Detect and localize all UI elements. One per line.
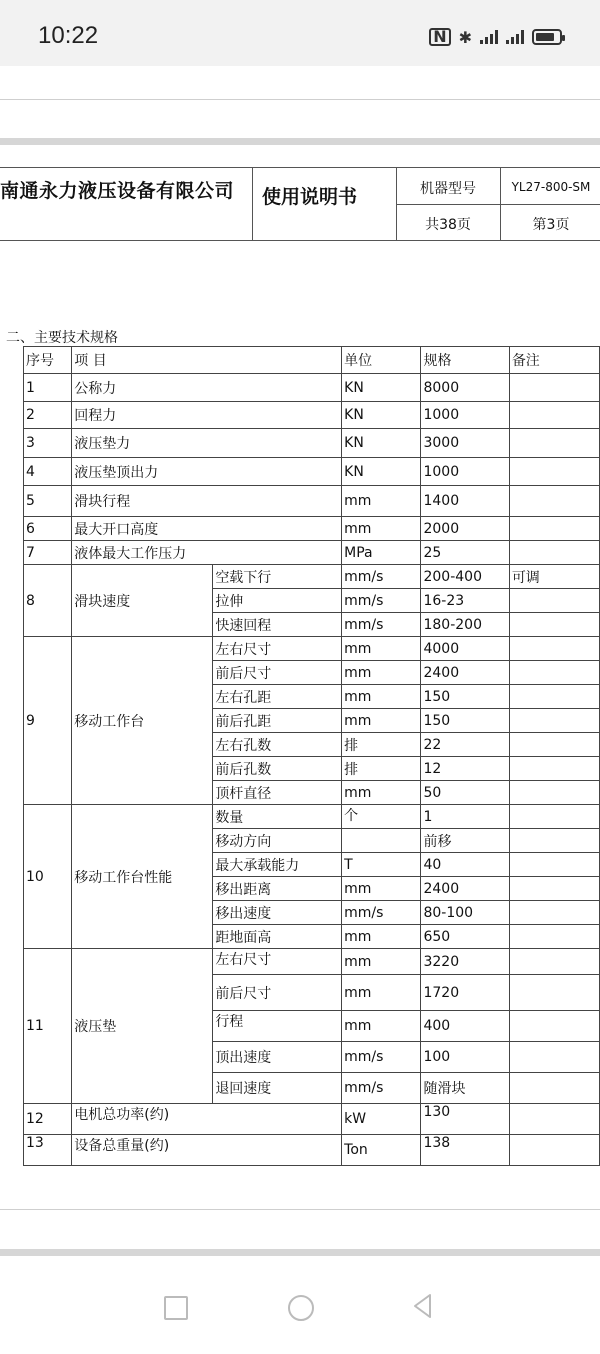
recent-apps-button[interactable] <box>164 1296 188 1320</box>
row-index: 7 <box>24 541 72 565</box>
row-spec: 16-23 <box>421 589 509 613</box>
row-note <box>509 541 599 565</box>
row-note <box>509 458 599 486</box>
back-button[interactable] <box>410 1292 436 1320</box>
signal-icon <box>506 30 524 44</box>
row-note <box>509 1042 599 1073</box>
row-spec: 1400 <box>421 486 509 517</box>
row-spec: 138 <box>421 1135 509 1166</box>
row-note: 可调 <box>509 565 599 589</box>
sub-item: 移出距离 <box>213 877 342 901</box>
table-row <box>24 1135 600 1166</box>
row-note <box>509 853 599 877</box>
table-row <box>24 458 600 486</box>
sub-item: 左右孔数 <box>213 733 342 757</box>
row-unit: mm <box>342 877 421 901</box>
sub-item: 行程 <box>213 1011 342 1042</box>
total-pages: 共38页 <box>425 217 471 233</box>
sub-item: 前后孔距 <box>213 709 342 733</box>
row-spec: 400 <box>421 1011 509 1042</box>
company-name: 南通永力液压设备有限公司 <box>0 180 235 202</box>
row-unit: T <box>342 853 421 877</box>
row-note <box>509 975 599 1011</box>
row-item: 滑块速度 <box>72 565 213 637</box>
header-divider <box>396 204 600 205</box>
row-spec: 180-200 <box>421 613 509 637</box>
row-note <box>509 589 599 613</box>
page-divider <box>0 1249 600 1256</box>
sub-item: 左右尺寸 <box>213 637 342 661</box>
status-time: 10:22 <box>38 22 99 49</box>
row-spec: 2400 <box>421 661 509 685</box>
row-spec: 4000 <box>421 637 509 661</box>
table-row <box>24 637 600 661</box>
row-unit: Ton <box>342 1135 421 1166</box>
row-index: 2 <box>24 402 72 429</box>
col-header-unit: 单位 <box>342 347 421 374</box>
row-note <box>509 613 599 637</box>
page-divider <box>0 138 600 145</box>
sub-item: 快速回程 <box>213 613 342 637</box>
sub-item: 空载下行 <box>213 565 342 589</box>
row-spec: 3000 <box>421 429 509 458</box>
row-item: 电机总功率(约) <box>72 1104 342 1135</box>
row-unit: mm <box>342 781 421 805</box>
row-unit: KN <box>342 402 421 429</box>
row-unit: mm <box>342 925 421 949</box>
row-unit: MPa <box>342 541 421 565</box>
row-note <box>509 661 599 685</box>
row-unit: mm/s <box>342 565 421 589</box>
row-index: 11 <box>24 949 72 1104</box>
row-note <box>509 757 599 781</box>
status-bar <box>0 0 600 66</box>
row-note <box>509 1135 599 1166</box>
row-unit: mm <box>342 486 421 517</box>
row-spec: 随滑块 <box>421 1073 509 1104</box>
row-index: 9 <box>24 637 72 805</box>
sub-item: 移动方向 <box>213 829 342 853</box>
row-unit: mm <box>342 949 421 975</box>
row-spec: 150 <box>421 685 509 709</box>
col-header-spec: 规格 <box>421 347 509 374</box>
row-spec: 100 <box>421 1042 509 1073</box>
row-spec: 650 <box>421 925 509 949</box>
row-unit: 排 <box>342 757 421 781</box>
row-item: 液压垫力 <box>72 429 342 458</box>
sub-item: 前后尺寸 <box>213 975 342 1011</box>
row-index: 8 <box>24 565 72 637</box>
row-index: 5 <box>24 486 72 517</box>
spec-table <box>23 346 600 1166</box>
sub-item: 顶出速度 <box>213 1042 342 1073</box>
col-header-item: 项 目 <box>72 347 342 374</box>
header-divider <box>252 168 253 240</box>
row-unit: mm/s <box>342 1073 421 1104</box>
row-spec: 前移 <box>421 829 509 853</box>
row-note <box>509 805 599 829</box>
row-item: 最大开口高度 <box>72 517 342 541</box>
page-number: 第3页 <box>532 217 570 233</box>
row-index: 1 <box>24 374 72 402</box>
row-note <box>509 829 599 853</box>
row-unit: KN <box>342 429 421 458</box>
document-header <box>0 167 600 241</box>
row-spec: 150 <box>421 709 509 733</box>
row-note <box>509 685 599 709</box>
row-unit: KN <box>342 374 421 402</box>
sub-item: 顶杆直径 <box>213 781 342 805</box>
row-unit: 排 <box>342 733 421 757</box>
row-unit: mm/s <box>342 589 421 613</box>
row-unit: kW <box>342 1104 421 1135</box>
row-index: 13 <box>24 1135 72 1166</box>
row-note <box>509 733 599 757</box>
row-note <box>509 486 599 517</box>
model-value: YL27-800-SM <box>511 180 591 194</box>
row-spec: 40 <box>421 853 509 877</box>
row-index: 12 <box>24 1104 72 1135</box>
row-unit: mm/s <box>342 613 421 637</box>
bluetooth-icon: ✱ <box>458 27 472 47</box>
table-row <box>24 949 600 975</box>
row-unit: mm <box>342 661 421 685</box>
row-spec: 2000 <box>421 517 509 541</box>
status-icons <box>429 24 562 50</box>
row-unit: mm <box>342 709 421 733</box>
row-unit: 个 <box>342 805 421 829</box>
row-item: 设备总重量(约) <box>72 1135 342 1166</box>
table-row <box>24 565 600 589</box>
row-item: 公称力 <box>72 374 342 402</box>
row-unit: mm <box>342 517 421 541</box>
row-unit: mm/s <box>342 901 421 925</box>
signal-icon <box>480 30 498 44</box>
col-header-note: 备注 <box>509 347 599 374</box>
table-row <box>24 486 600 517</box>
row-unit <box>342 829 421 853</box>
row-spec: 1 <box>421 805 509 829</box>
row-item: 液压垫顶出力 <box>72 458 342 486</box>
section-title: 二、主要技术规格 <box>6 330 118 346</box>
row-spec: 3220 <box>421 949 509 975</box>
row-spec: 50 <box>421 781 509 805</box>
row-unit: mm <box>342 975 421 1011</box>
row-note <box>509 429 599 458</box>
table-row <box>24 402 600 429</box>
battery-icon <box>532 29 562 45</box>
row-note <box>509 877 599 901</box>
row-item: 移动工作台 <box>72 637 213 805</box>
row-note <box>509 517 599 541</box>
row-item: 液体最大工作压力 <box>72 541 342 565</box>
row-spec: 2400 <box>421 877 509 901</box>
row-item: 液压垫 <box>72 949 213 1104</box>
table-row <box>24 541 600 565</box>
sub-item: 最大承载能力 <box>213 853 342 877</box>
row-index: 10 <box>24 805 72 949</box>
table-row <box>24 374 600 402</box>
sub-item: 退回速度 <box>213 1073 342 1104</box>
row-index: 3 <box>24 429 72 458</box>
row-spec: 25 <box>421 541 509 565</box>
sub-item: 移出速度 <box>213 901 342 925</box>
row-unit: mm <box>342 637 421 661</box>
row-note <box>509 402 599 429</box>
row-note <box>509 901 599 925</box>
row-spec: 1000 <box>421 402 509 429</box>
row-note <box>509 1011 599 1042</box>
row-item: 移动工作台性能 <box>72 805 213 949</box>
row-item: 滑块行程 <box>72 486 342 517</box>
table-row <box>24 805 600 829</box>
page-divider <box>0 99 600 100</box>
sub-item: 左右孔距 <box>213 685 342 709</box>
row-note <box>509 637 599 661</box>
row-note <box>509 1073 599 1104</box>
sub-item: 前后尺寸 <box>213 661 342 685</box>
row-note <box>509 781 599 805</box>
sub-item: 拉伸 <box>213 589 342 613</box>
row-spec: 22 <box>421 733 509 757</box>
row-spec: 130 <box>421 1104 509 1135</box>
sub-item: 前后孔数 <box>213 757 342 781</box>
row-spec: 80-100 <box>421 901 509 925</box>
row-unit: mm <box>342 1011 421 1042</box>
document-type: 使用说明书 <box>262 186 358 208</box>
table-row <box>24 1104 600 1135</box>
row-note <box>509 949 599 975</box>
row-spec: 200-400 <box>421 565 509 589</box>
table-row <box>24 429 600 458</box>
row-note <box>509 1104 599 1135</box>
row-spec: 1720 <box>421 975 509 1011</box>
row-item: 回程力 <box>72 402 342 429</box>
table-header-row <box>24 347 600 374</box>
row-unit: mm <box>342 685 421 709</box>
home-button[interactable] <box>288 1295 314 1321</box>
row-unit: mm/s <box>342 1042 421 1073</box>
row-index: 6 <box>24 517 72 541</box>
row-spec: 12 <box>421 757 509 781</box>
sub-item: 距地面高 <box>213 925 342 949</box>
row-unit: KN <box>342 458 421 486</box>
navigation-bar <box>0 1284 600 1354</box>
table-row <box>24 517 600 541</box>
nfc-icon: N <box>429 28 450 46</box>
model-label: 机器型号 <box>420 181 476 197</box>
row-note <box>509 925 599 949</box>
sub-item: 数量 <box>213 805 342 829</box>
row-note <box>509 374 599 402</box>
row-note <box>509 709 599 733</box>
row-spec: 1000 <box>421 458 509 486</box>
sub-item: 左右尺寸 <box>213 949 342 975</box>
col-header-index: 序号 <box>24 347 72 374</box>
row-spec: 8000 <box>421 374 509 402</box>
page-divider <box>0 1209 600 1210</box>
row-index: 4 <box>24 458 72 486</box>
